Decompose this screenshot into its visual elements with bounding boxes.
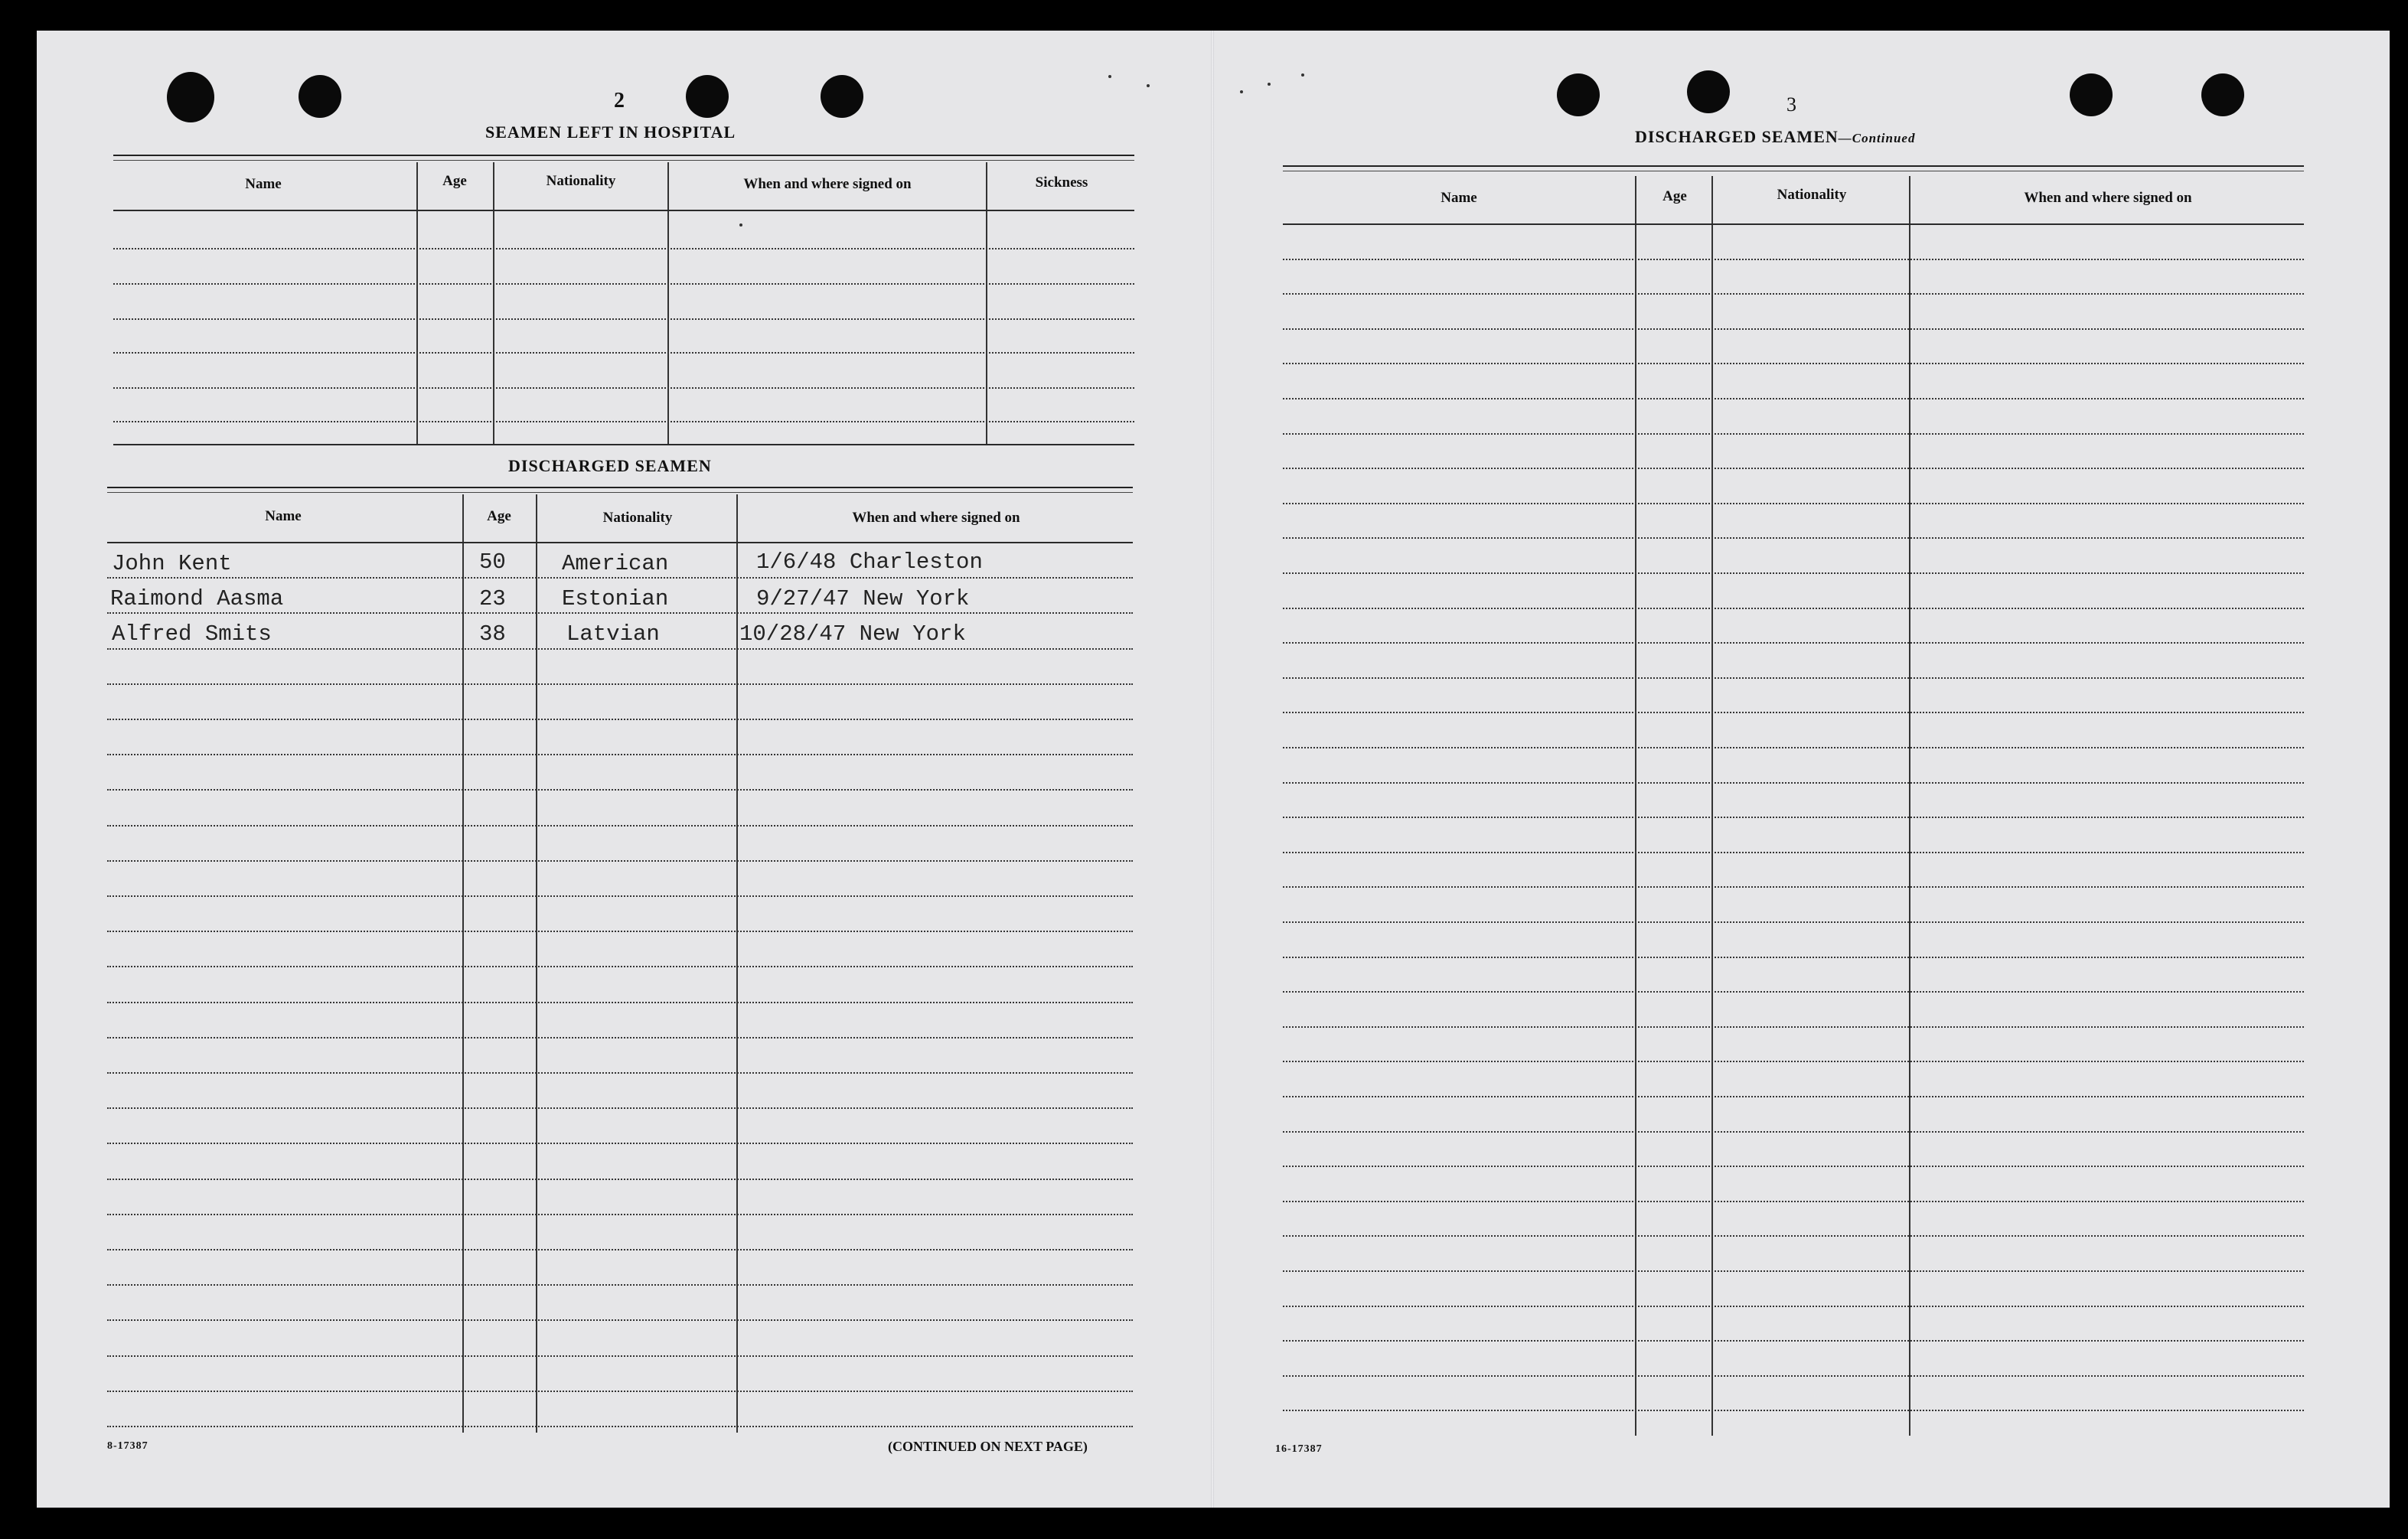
row-line [1283,468,2304,469]
col-header-sickness: Sickness [1035,174,1088,191]
col-header-name: Name [245,176,282,192]
seaman-name: John Kent [112,551,232,576]
row-line [113,352,1134,354]
row-line [1283,1166,2304,1167]
punch-hole [821,75,863,118]
row-line [107,931,1133,932]
heading-suffix: —Continued [1838,131,1916,145]
column-divider [416,162,418,444]
row-line [107,1037,1133,1038]
column-divider [667,162,669,444]
row-line [107,648,1133,650]
row-line [1283,852,2304,853]
speck [1147,84,1150,87]
row-line [1283,1061,2304,1062]
row-line [1283,398,2304,399]
seaman-name: Raimond Aasma [110,586,284,611]
row-line [1283,1235,2304,1237]
row-line [1283,1340,2304,1342]
row-line [107,1002,1133,1003]
seaman-nationality: Latvian [566,621,660,647]
row-line [1283,1270,2304,1272]
row-line [107,1391,1133,1392]
heading-text: DISCHARGED SEAMEN [1635,127,1839,146]
col-header-signed-on: When and where signed on [2024,190,2192,206]
col-header-age: Age [1662,188,1687,204]
col-header-age: Age [442,173,467,189]
column-divider [1909,176,1910,1436]
punch-hole [299,75,341,118]
seaman-age: 38 [479,621,506,647]
seaman-nationality: American [562,551,669,576]
row-line [107,1249,1133,1250]
row-line [1283,991,2304,993]
row-line [113,421,1134,422]
punch-hole [686,75,729,118]
punch-hole [2070,73,2113,116]
col-header-nationality: Nationality [602,510,673,526]
page-fold [1211,31,1214,1508]
row-line [1283,503,2304,504]
row-line [1283,259,2304,260]
col-header-nationality: Nationality [1777,187,1847,203]
form-number-right: 16-17387 [1275,1443,1323,1455]
seaman-age: 50 [479,549,506,575]
row-line [107,577,1133,579]
hospital-table [113,155,1134,445]
row-line [1283,1375,2304,1377]
seaman-name: Alfred Smits [112,621,272,647]
punch-hole [2201,73,2244,116]
col-header-name: Name [265,508,302,524]
column-divider [536,494,537,1433]
table-top-rule [107,487,1133,493]
col-header-nationality: Nationality [546,173,616,189]
column-divider [1635,176,1636,1436]
row-line [107,683,1133,685]
row-line [1283,1201,2304,1202]
row-line [1283,293,2304,295]
row-line [113,248,1134,249]
col-header-name: Name [1441,190,1477,206]
row-line [1283,782,2304,784]
row-line [1283,712,2304,713]
row-line [1283,817,2304,818]
column-divider [736,494,738,1433]
row-line [1283,1096,2304,1097]
row-line [1283,747,2304,748]
seaman-signed-on: 10/28/47 New York [739,621,966,647]
row-line [113,387,1134,389]
row-line [1283,642,2304,644]
row-line [1283,1306,2304,1307]
page-number-left: 2 [614,89,625,112]
row-line [107,966,1133,967]
column-divider [986,162,987,444]
row-line [113,444,1134,445]
seaman-signed-on: 9/27/47 New York [756,586,970,611]
row-line [113,210,1134,211]
table-top-rule [1283,165,2304,171]
column-divider [462,494,464,1433]
row-line [107,1072,1133,1074]
continued-note: (CONTINUED ON NEXT PAGE) [888,1439,1088,1454]
row-line [113,283,1134,285]
row-line [1283,608,2304,609]
row-line [1283,921,2304,923]
row-line [107,825,1133,827]
row-line [1283,328,2304,330]
row-line [107,895,1133,897]
row-line [1283,572,2304,574]
col-header-signed-on: When and where signed on [743,176,912,192]
discharged-continued-heading [1635,127,1915,147]
punch-hole [1687,70,1730,113]
row-line [107,542,1133,543]
punch-hole [167,72,214,122]
hospital-heading: SEAMEN LEFT IN HOSPITAL [485,122,736,142]
row-line [1283,363,2304,364]
row-line [107,1319,1133,1321]
punch-hole [1557,73,1600,116]
row-line [1283,1410,2304,1411]
row-line [107,789,1133,791]
seaman-nationality: Estonian [562,586,669,611]
row-line [1283,1131,2304,1133]
row-line [1283,433,2304,435]
row-line [1283,886,2304,888]
seaman-age: 23 [479,586,506,611]
row-line [107,719,1133,720]
speck [1268,83,1271,86]
column-divider [493,162,494,444]
row-line [107,1143,1133,1144]
row-line [107,612,1133,614]
form-number-left: 8-17387 [107,1440,148,1452]
row-line [1283,537,2304,539]
speck [1301,73,1304,77]
row-line [107,1355,1133,1357]
row-line [113,318,1134,320]
col-header-signed-on: When and where signed on [852,510,1020,526]
page-number-right: 3 [1786,93,1796,116]
row-line [107,1214,1133,1215]
row-line [107,1426,1133,1427]
row-line [107,1107,1133,1109]
discharged-heading: DISCHARGED SEAMEN [508,456,712,475]
row-line [107,754,1133,755]
discharged-continued-table [1283,165,2304,1436]
seaman-signed-on: 1/6/48 Charleston [756,549,983,575]
row-line [1283,223,2304,225]
discharged-table [107,487,1133,1433]
col-header-age: Age [487,508,511,524]
row-line [1283,957,2304,958]
row-line [1283,677,2304,679]
speck [1108,75,1111,78]
speck [1240,90,1243,93]
column-divider [1711,176,1713,1436]
row-line [107,860,1133,862]
table-top-rule [113,155,1134,161]
row-line [107,1284,1133,1286]
row-line [107,1179,1133,1180]
row-line [1283,1026,2304,1028]
